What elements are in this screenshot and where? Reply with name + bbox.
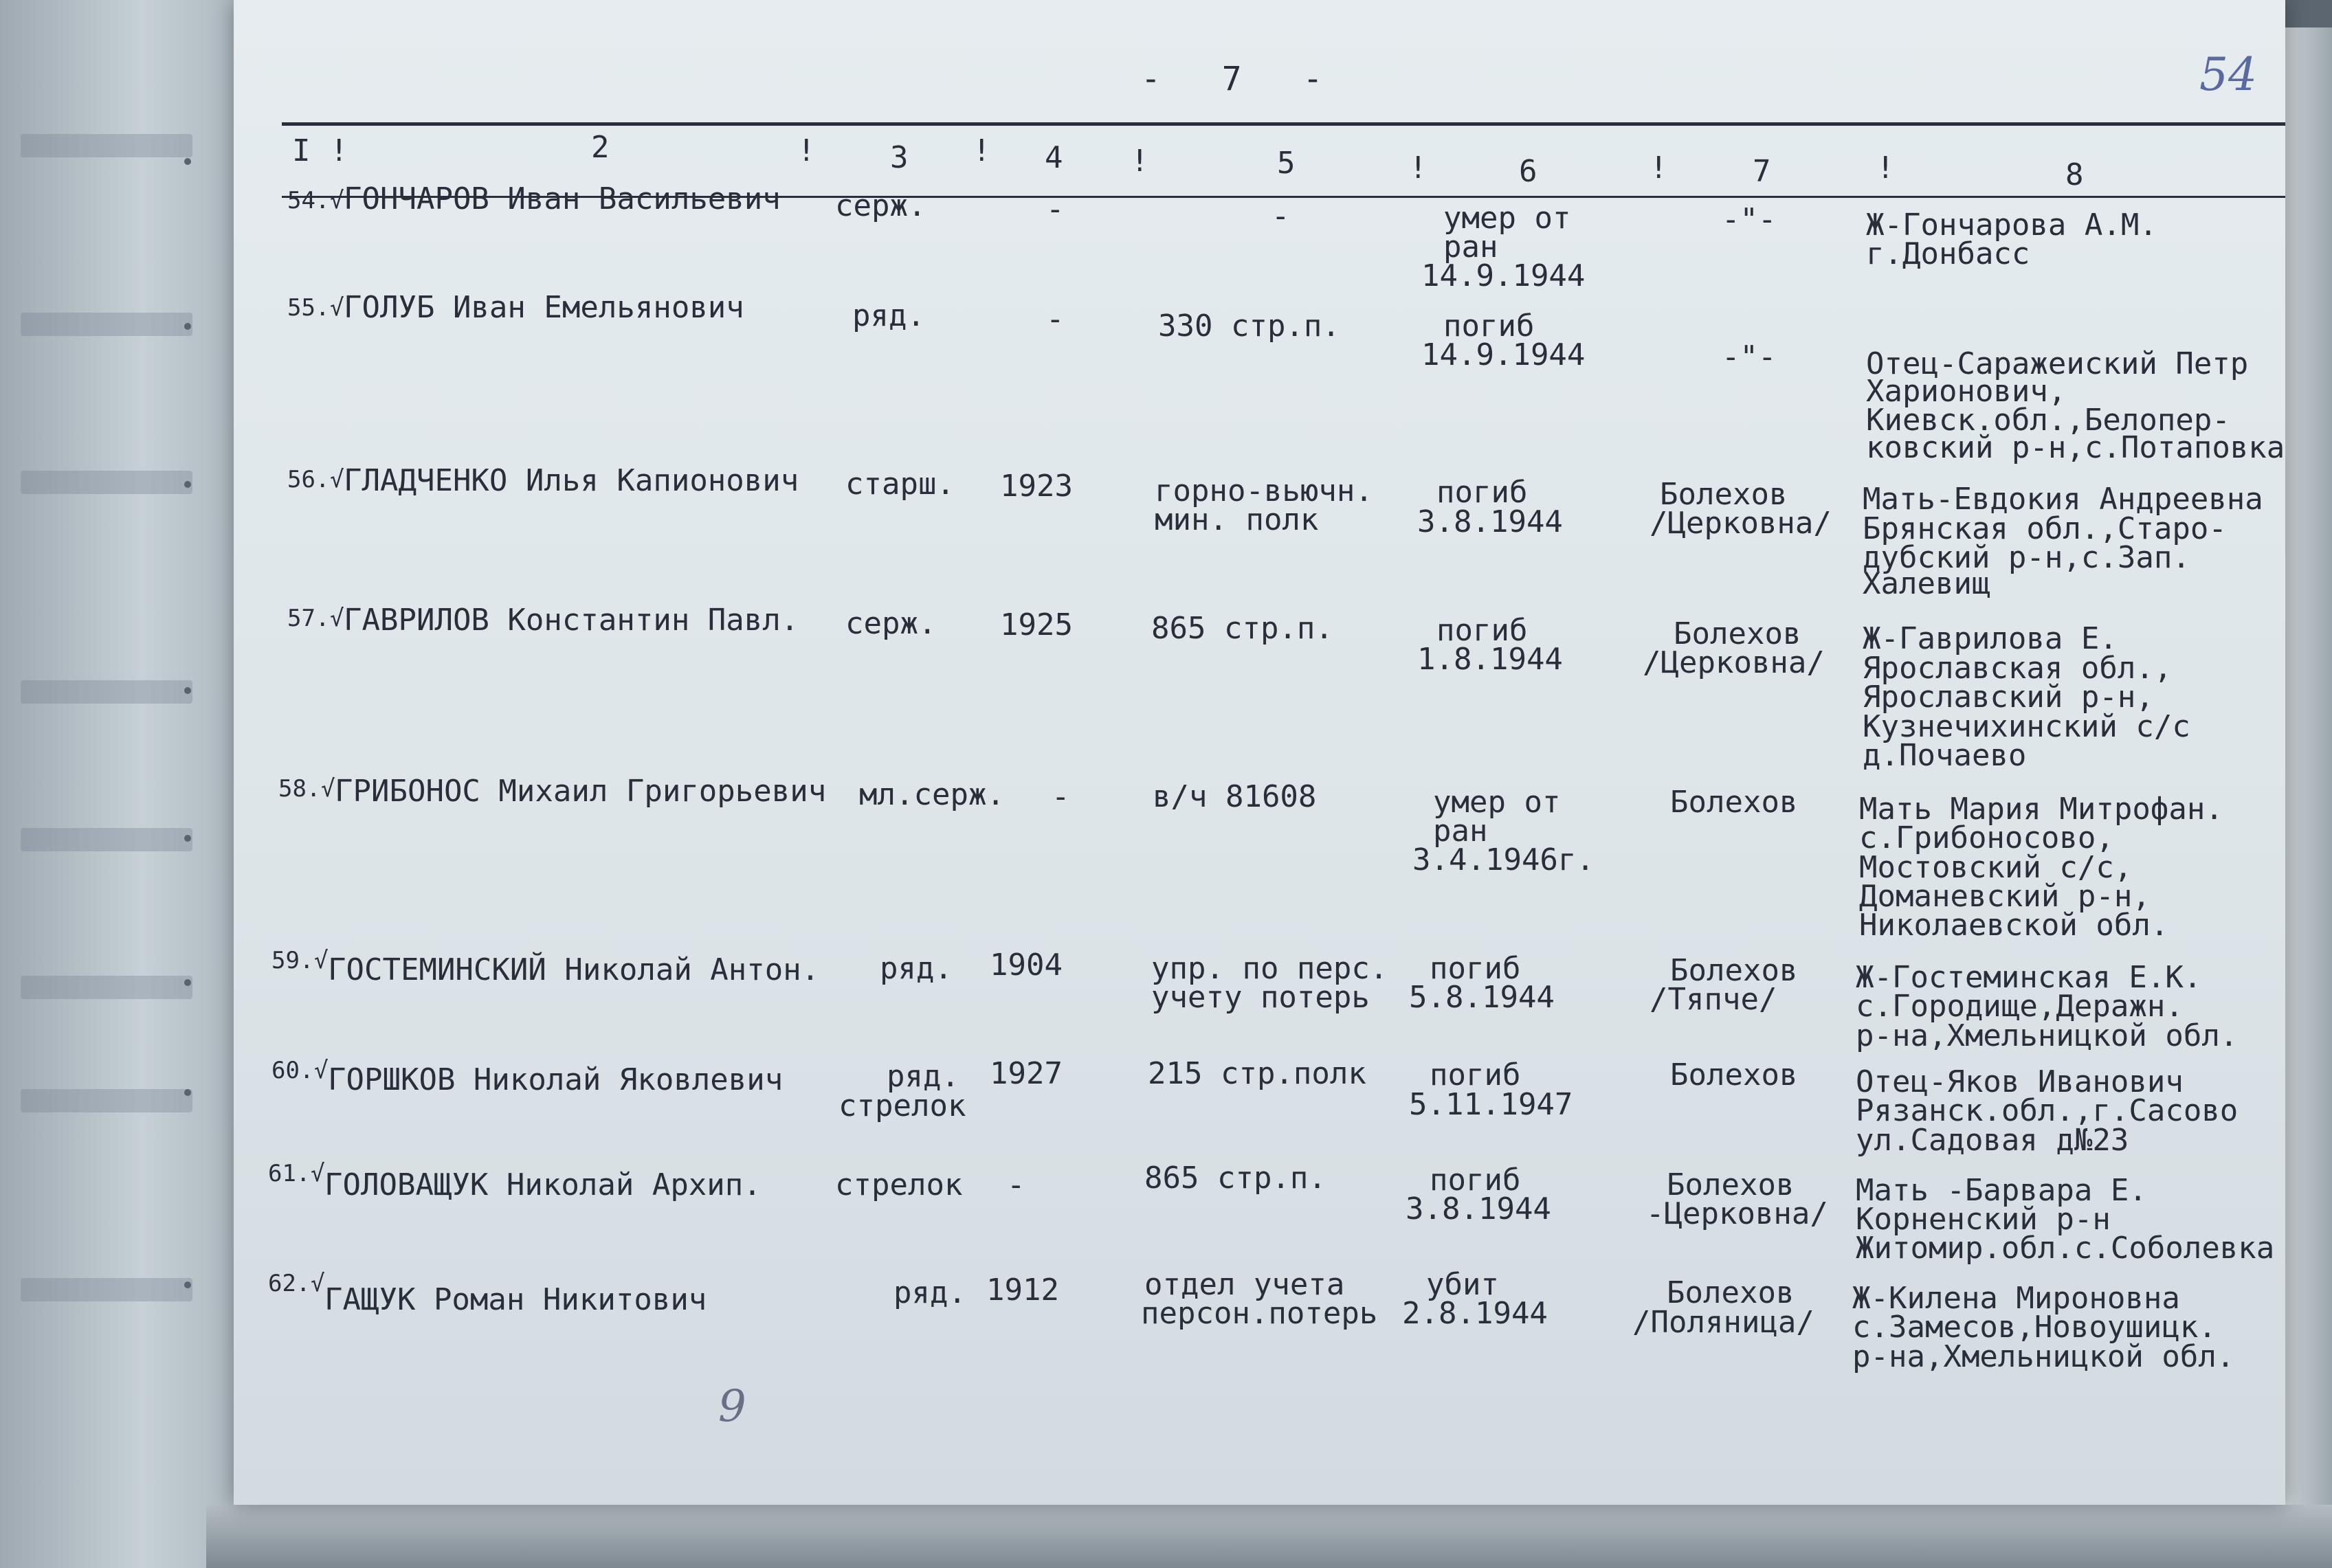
person-name: ГРИБОНОС Михаил Григорьевич [335, 774, 827, 809]
punch-dot [184, 979, 191, 986]
row-number: 56. [287, 466, 330, 493]
relative-info: Мать Мария Митрофан. [1859, 792, 2223, 827]
rank: стрелок [839, 1088, 966, 1123]
fate-date: 14.9.1944 [1421, 337, 1586, 372]
unit: учету потерь [1151, 980, 1370, 1015]
book-bottom-edge [206, 1505, 2332, 1568]
check-mark: √ [330, 294, 344, 322]
relative-info: ковский р-н,с.Потаповка [1866, 430, 2285, 465]
relative-info: Ж-Гончарова А.М. [1866, 208, 2157, 243]
relative-info: Ярославская обл., [1863, 651, 2173, 686]
burial-place: Болехов [1670, 953, 1798, 988]
relative-info: Ж-Килена Мироновна [1852, 1281, 2180, 1316]
check-mark: √ [321, 775, 335, 803]
relative-info: Мать-Евдокия Андреевна [1863, 482, 2263, 517]
rank: серж. [845, 606, 937, 641]
rank: ряд. [893, 1275, 966, 1310]
burial-place: /Поляница/ [1632, 1305, 1814, 1340]
burial-place: Болехов [1667, 1275, 1795, 1310]
relative-info: Отец-Яков Иванович [1856, 1064, 2184, 1099]
page-stack-edge [2282, 27, 2332, 1505]
person-name: ГОЛУБ Иван Емельянович [344, 290, 744, 325]
punch-dot [184, 323, 191, 330]
relative-info: р-на,Хмельницкой обл. [1852, 1339, 2235, 1374]
column-header-1: I [292, 133, 311, 168]
relative-info: Ярославский р-н, [1863, 680, 2154, 715]
fate-date: 5.11.1947 [1409, 1087, 1573, 1122]
fate: умер от [1443, 201, 1571, 236]
relative-info: Рязанск.обл.,г.Сасово [1856, 1093, 2239, 1128]
relative-info: Ж-Гостеминская Е.К. [1856, 960, 2202, 995]
column-header-8: 8 [2065, 157, 2084, 192]
handwritten-page-number: 54 [2199, 48, 2257, 101]
punch-dot [184, 1281, 191, 1288]
check-mark: √ [311, 1270, 325, 1297]
unit: в/ч 81608 [1153, 779, 1317, 814]
unit: 215 стр.полк [1148, 1056, 1366, 1091]
person-name: ГАЩУК Роман Никитович [324, 1282, 707, 1317]
birth-year: 1925 [1000, 607, 1073, 642]
burial-place: /Церковна/ [1650, 506, 1832, 541]
person-name: ГОРШКОВ Николай Яковлевич [328, 1062, 784, 1097]
person-name: ГАВРИЛОВ Константин Павл. [344, 603, 799, 638]
relative-info: Киевск.обл.,Белопер- [1866, 403, 2230, 438]
burial-place: Болехов [1667, 1167, 1795, 1202]
punch-dot [184, 1089, 191, 1096]
burial-place: /Церковна/ [1643, 645, 1825, 680]
relative-info: Мостовский с/с, [1859, 850, 2133, 885]
birth-year: 1904 [990, 948, 1063, 983]
left-page-edge [0, 0, 237, 1568]
fate-date: 14.9.1944 [1421, 258, 1586, 293]
unit: 865 стр.п. [1144, 1161, 1326, 1196]
fate-date: 5.8.1944 [1409, 980, 1555, 1015]
rank: мл.серж. [859, 777, 1005, 812]
fate: ран [1433, 814, 1488, 849]
burial-place: Болехов [1674, 616, 1801, 651]
bleed-through-text [21, 828, 192, 851]
person-name: ГОСТЕМИНСКИЙ Николай Антон. [328, 952, 820, 987]
relative-info: ул.Садовая д№23 [1856, 1123, 2129, 1158]
rank: ряд. [880, 951, 953, 986]
column-separator: ! [973, 133, 991, 168]
unit: горно-вьючн. [1155, 473, 1373, 508]
relative-info: дубский р-н,с.Зап. [1863, 540, 2190, 575]
column-separator: ! [1131, 144, 1149, 179]
row-number: 55. [287, 294, 330, 322]
column-separator: ! [330, 133, 348, 168]
fate-date: 3.8.1944 [1406, 1191, 1551, 1227]
column-separator: ! [1409, 150, 1428, 186]
relative-info: с.Городище,Деражн. [1856, 989, 2184, 1024]
relative-info: Брянская обл.,Старо- [1863, 511, 2227, 546]
unit: 865 стр.п. [1151, 611, 1333, 646]
row-number: 59. [271, 947, 314, 974]
person-name: ГЛАДЧЕНКО Илья Капионович [344, 463, 799, 498]
column-header-7: 7 [1753, 154, 1771, 189]
unit: мин. полк [1155, 502, 1319, 537]
fate: ран [1443, 229, 1498, 265]
check-mark: √ [314, 1057, 329, 1084]
unit: отдел учета [1144, 1267, 1345, 1302]
rank: старш. [845, 467, 955, 502]
fate: умер от [1433, 785, 1561, 820]
person-name: ГОНЧАРОВ Иван Васильевич [344, 181, 781, 216]
punch-dot [184, 835, 191, 842]
unit: - [1272, 199, 1290, 234]
fate-date: 3.4.1946г. [1412, 842, 1595, 877]
column-header-6: 6 [1519, 154, 1537, 189]
fate-date: 3.8.1944 [1417, 504, 1563, 539]
unit: 330 стр.п. [1158, 309, 1340, 344]
column-separator: ! [1876, 150, 1895, 186]
rank: ряд. [852, 298, 925, 333]
bleed-through-text [21, 1089, 192, 1112]
handwritten-footer-mark: 9 [718, 1381, 746, 1432]
relative-info: Кузнечихинский с/с [1863, 709, 2190, 744]
relative-info: Отец-Саражеиский Петр [1866, 346, 2249, 381]
column-header-4: 4 [1045, 140, 1063, 175]
check-mark: √ [330, 605, 344, 632]
fate-date: 1.8.1944 [1417, 642, 1563, 677]
bleed-through-text [21, 471, 192, 494]
relative-info: д.Почаево [1863, 738, 2027, 773]
relative-info: Доманевский р-н, [1859, 879, 2151, 914]
fate: погиб [1443, 309, 1535, 344]
relative-info: Ж-Гаврилова Е. [1863, 621, 2118, 656]
rank: ряд. [887, 1059, 959, 1094]
birth-year: - [1046, 302, 1065, 337]
relative-info: с.Замесов,Новоушицк. [1852, 1310, 2217, 1345]
unit: персон.потерь [1141, 1296, 1378, 1331]
column-separator: ! [1650, 150, 1668, 186]
fate-date: 2.8.1944 [1402, 1296, 1548, 1331]
unit: упр. по перс. [1151, 951, 1388, 986]
relative-info: Мать -Барвара Е. [1856, 1173, 2147, 1208]
bleed-through-text [21, 976, 192, 999]
birth-year: - [1007, 1167, 1025, 1202]
rank: стрелок [835, 1167, 963, 1202]
fate: погиб [1436, 475, 1528, 510]
punch-dot [184, 687, 191, 694]
person-name: ГОЛОВАЩУК Николай Архип. [324, 1167, 762, 1202]
page-number-header: - 7 - [1141, 60, 1344, 98]
column-header-2: 2 [591, 130, 610, 165]
bleed-through-text [21, 680, 192, 704]
relative-info: Николаевской обл. [1859, 908, 2169, 943]
birth-year: 1912 [986, 1273, 1059, 1308]
header-top-rule [282, 122, 2285, 126]
relative-info: Харионович, [1866, 374, 2067, 409]
row-number: 58. [278, 775, 321, 803]
bleed-through-text [21, 134, 192, 157]
check-mark: √ [330, 187, 344, 214]
row-number: 54. [287, 187, 330, 214]
column-separator: ! [797, 133, 816, 168]
relative-info: Корненский р-н [1856, 1202, 2111, 1237]
check-mark: √ [311, 1160, 325, 1187]
burial-place: -"- [1722, 339, 1777, 374]
burial-place: Болехов [1670, 785, 1798, 820]
birth-year: - [1046, 192, 1065, 227]
burial-place: Болехов [1670, 1057, 1798, 1093]
row-number: 61. [268, 1160, 311, 1187]
burial-place: Болехов [1660, 477, 1788, 512]
fate: погиб [1430, 1057, 1521, 1093]
column-header-5: 5 [1277, 146, 1296, 181]
bleed-through-text [21, 313, 192, 336]
fate: погиб [1430, 951, 1521, 986]
burial-place: /Тяпче/ [1650, 982, 1777, 1017]
burial-place: -"- [1722, 202, 1777, 237]
burial-place: -Церковна/ [1646, 1196, 1828, 1231]
birth-year: 1927 [990, 1056, 1063, 1091]
relative-info: р-на,Хмельницкой обл. [1856, 1018, 2239, 1053]
rank: серж. [835, 188, 926, 223]
relative-info: Халевищ [1863, 566, 1990, 601]
row-number: 60. [271, 1057, 314, 1084]
birth-year: - [1052, 779, 1070, 814]
fate: погиб [1430, 1163, 1521, 1198]
check-mark: √ [330, 466, 344, 493]
punch-dot [184, 481, 191, 488]
fate: убит [1426, 1267, 1499, 1302]
row-number: 57. [287, 605, 330, 632]
birth-year: 1923 [1000, 469, 1073, 504]
document-page [234, 0, 2285, 1505]
check-mark: √ [314, 947, 329, 974]
column-header-3: 3 [890, 140, 909, 175]
relative-info: с.Грибоносово, [1859, 820, 2114, 855]
punch-dot [184, 158, 191, 165]
row-number: 62. [268, 1270, 311, 1297]
relative-info: г.Донбасс [1866, 236, 2030, 271]
relative-info: Житомир.обл.с.Соболевка [1856, 1231, 2275, 1266]
bleed-through-text [21, 1278, 192, 1301]
fate: погиб [1436, 613, 1528, 648]
